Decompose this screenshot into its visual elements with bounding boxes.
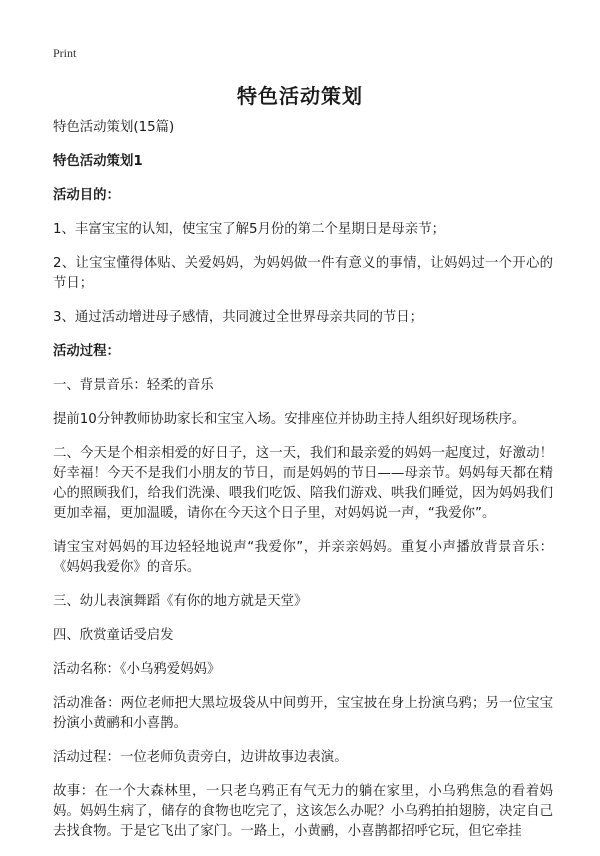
process-step-2-detail: 请宝宝对妈妈的耳边轻轻地说声“我爱你”，并亲亲妈妈。重复小声播放背景音乐：《妈妈我爱你》的音乐。 [53, 540, 553, 575]
process-step-2: 二、今天是个相亲相爱的好日子，这一天，我们和最亲爱的妈妈一起度过，好激动！好幸福！今天不是我们小朋友的节日，而是妈妈的节日——母亲节。妈妈每天都在精心的照顾我们，给我们洗澡、喂我们吃饭、陪我们游戏、哄我们睡觉，因为妈妈我们更加幸福，更加温暖，请你在今天这个日子里，对妈妈说一声，“我爱你”。 [53, 446, 553, 521]
activity-name: 活动名称：《小乌鸦爱妈妈》 [53, 662, 221, 677]
purpose-item-2: 2、让宝宝懂得体贴、关爱妈妈，为妈妈做一件有意义的事情，让妈妈过一个开心的节日； [53, 256, 553, 291]
purpose-item-3: 3、通过活动增进母子感情，共同渡过全世界母亲共同的节日； [53, 310, 424, 325]
section-heading: 特色活动策划1 [53, 154, 143, 169]
purpose-heading: 活动目的： [53, 188, 120, 203]
activity-process: 活动过程：一位老师负责旁白，边讲故事边表演。 [53, 750, 348, 765]
document-title: 特色活动策划 [237, 84, 363, 108]
print-label: Print [53, 46, 77, 60]
document-body [53, 118, 553, 856]
activity-preparation: 活动准备：两位老师把大黑垃圾袋从中间剪开，宝宝披在身上扮演乌鸦；另一位宝宝扮演小黄鹂和小喜鹊。 [53, 696, 553, 731]
document-subtitle: 特色活动策划(15篇) [53, 120, 175, 135]
process-step-1: 一、背景音乐：轻柔的音乐 [53, 378, 214, 393]
process-step-4: 四、欣赏童话受启发 [53, 628, 174, 643]
process-step-3: 三、幼儿表演舞蹈《有你的地方就是天堂》 [53, 594, 308, 609]
process-heading: 活动过程： [53, 344, 120, 359]
purpose-item-1: 1、丰富宝宝的认知，使宝宝了解5月份的第二个星期日是母亲节； [53, 222, 445, 237]
process-step-1-detail: 提前10分钟教师协助家长和宝宝入场。安排座位并协助主持人组织好现场秩序。 [53, 412, 526, 427]
story-paragraph: 故事：在一个大森林里，一只老乌鸦正有气无力的躺在家里，小乌鸦焦急的看着妈妈。妈妈生病了，储存的食物也吃完了，这该怎么办呢？小乌鸦拍拍翅膀，决定自己去找食物。于是它飞出了家门。一路上，小黄鹂，小喜鹊都招呼它玩，但它牵挂 [53, 784, 553, 839]
